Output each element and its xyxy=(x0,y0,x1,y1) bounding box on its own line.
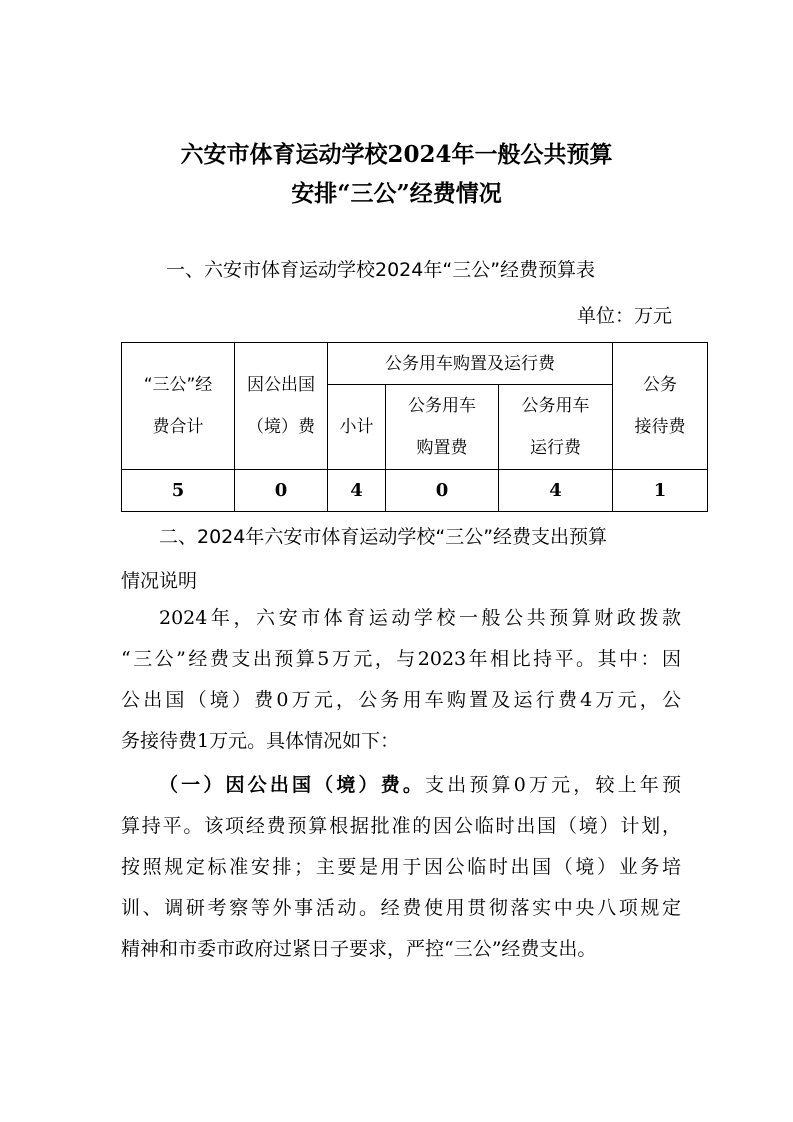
header-operation-line2: 运行费 xyxy=(530,438,581,458)
document-title-line1: 六安市体育运动学校2024年一般公共预算 xyxy=(180,141,613,168)
header-purchase-line1: 公务用车 xyxy=(408,396,476,416)
paragraph1-line2: “三公”经费支出预算5万元，与2023年相比持平。其中：因 xyxy=(121,648,681,670)
header-purchase-line2: 购置费 xyxy=(416,438,468,458)
header-vehicle-group: 公务用车购置及运行费 xyxy=(328,343,613,385)
header-operation-line1: 公务用车 xyxy=(521,396,590,416)
header-total xyxy=(122,343,235,470)
value-reception: 1 xyxy=(613,470,708,512)
paragraph2-line3: 按照规定标准安排；主要是用于因公临时出国（境）业务培 xyxy=(121,856,681,878)
paragraph2-bold-lead: （一）因公出国（境）费。 xyxy=(159,774,426,796)
document-title-line2: 安排“三公”经费情况 xyxy=(291,180,502,207)
paragraph2-line1 xyxy=(121,765,681,806)
paragraph2-line2: 算持平。该项经费预算根据批准的因公临时出国（境）计划， xyxy=(121,815,681,837)
section2-heading xyxy=(121,515,679,603)
section2-heading-line2: 情况说明 xyxy=(121,570,198,592)
header-total-line2: 费合计 xyxy=(152,417,204,437)
section1-heading: 一、六安市体育运动学校2024年“三公”经费预算表 xyxy=(166,259,596,281)
value-purchase: 0 xyxy=(386,470,499,512)
paragraph1-line4: 务接待费1万元。具体情况如下： xyxy=(121,730,400,752)
header-purchase xyxy=(386,385,499,470)
paragraph2-line5: 精神和市委市政府过紧日子要求，严控“三公”经费支出。 xyxy=(121,938,597,960)
header-abroad-line2: （境）费 xyxy=(247,417,315,437)
header-total-line1: “三公”经 xyxy=(143,375,213,395)
header-reception-line1: 公务 xyxy=(643,375,677,395)
paragraph1-line3: 公出国（境）费0万元，公务用车购置及运行费4万元，公 xyxy=(121,689,681,711)
header-abroad xyxy=(235,343,328,470)
explanation-body xyxy=(121,598,681,970)
value-subtotal: 4 xyxy=(328,470,386,512)
header-operation xyxy=(499,385,613,470)
header-subtotal: 小计 xyxy=(328,385,386,470)
header-reception-line2: 接待费 xyxy=(634,417,686,437)
value-abroad: 0 xyxy=(235,470,328,512)
value-total: 5 xyxy=(122,470,235,512)
budget-table xyxy=(121,342,708,512)
unit-label: 单位：万元 xyxy=(576,305,672,327)
paragraph1-line1: 2024年，六安市体育运动学校一般公共预算财政拨款 xyxy=(159,607,681,629)
paragraph2-line1-rest: 支出预算0万元，较上年预 xyxy=(425,774,681,796)
section2-heading-line1: 二、2024年六安市体育运动学校“三公”经费支出预算 xyxy=(159,526,608,548)
paragraph2-line4: 训、调研考察等外事活动。经费使用贯彻落实中央八项规定 xyxy=(121,897,681,919)
header-reception xyxy=(613,343,708,470)
header-abroad-line1: 因公出国 xyxy=(247,375,315,395)
value-operation: 4 xyxy=(499,470,613,512)
